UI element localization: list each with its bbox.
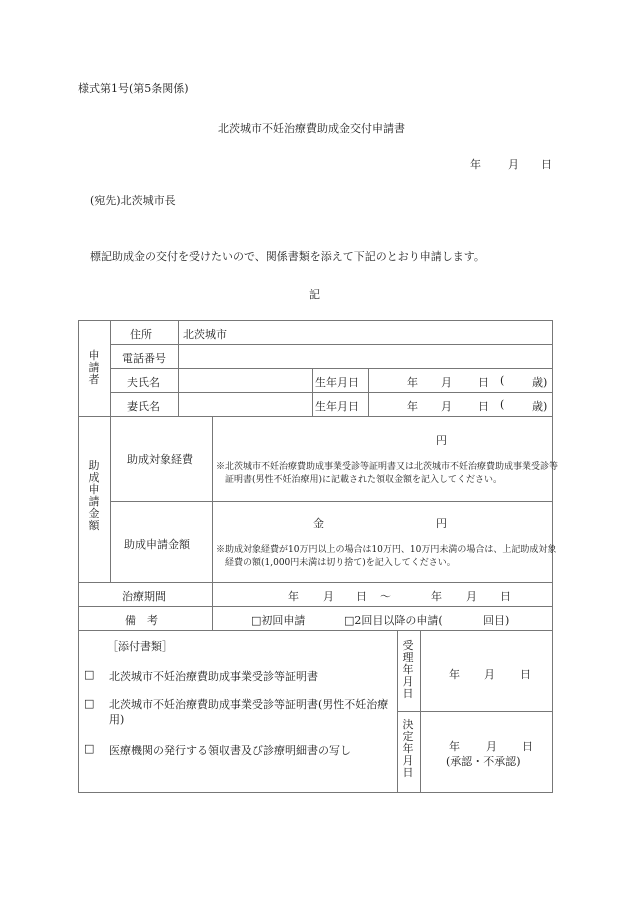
repeat-count-suffix: 回目): [483, 614, 510, 627]
decision-date-label: 決定年月日: [402, 718, 414, 779]
grant-amount-prefix: 金: [313, 517, 324, 530]
birth-year: 年: [407, 400, 418, 413]
address-label: 住所: [130, 328, 152, 341]
period-end-month: 月: [466, 590, 477, 603]
repeat-application-checkbox[interactable]: □2回目以降の申請(: [344, 614, 443, 627]
age-close: 歳): [532, 376, 548, 389]
target-expense-unit: 円: [436, 434, 447, 447]
received-month: 月: [484, 668, 495, 681]
decision-month: 月: [486, 740, 497, 753]
period-start-year: 年: [288, 590, 299, 603]
received-date-label: 受理年月日: [402, 639, 414, 700]
intro-text: 標記助成金の交付を受けたいので、関係書類を添えて下記のとおり申請します。: [90, 250, 485, 263]
wife-birthdate-label: 生年月日: [315, 400, 359, 413]
period-start-month: 月: [323, 590, 334, 603]
birth-day: 日: [478, 376, 489, 389]
remarks-label: 備 考: [125, 614, 158, 627]
husband-name-field[interactable]: [183, 374, 308, 388]
divider: [312, 368, 313, 416]
divider: [110, 320, 111, 582]
period-tilde: ～: [380, 590, 391, 603]
applicant-section-label: 申請者: [88, 349, 100, 386]
husband-name-label: 夫氏名: [127, 376, 160, 389]
table-border-top: [78, 320, 553, 321]
divider: [110, 392, 553, 393]
received-year: 年: [449, 668, 460, 681]
attachments-heading: ［添付書類］: [107, 640, 173, 653]
target-expense-label: 助成対象経費: [127, 453, 193, 466]
table-border-left: [78, 320, 79, 793]
attachment-text: 北茨城市不妊治療費助成事業受診等証明書(男性不妊治療用): [109, 698, 389, 726]
divider: [110, 344, 553, 345]
age-close: 歳): [532, 400, 548, 413]
grant-section-label: 助成申請金額: [88, 459, 100, 532]
grant-amount-unit: 円: [436, 517, 447, 530]
divider: [110, 501, 553, 502]
decision-day: 日: [522, 740, 533, 753]
date-year: 年: [470, 158, 481, 171]
birth-month: 月: [441, 376, 452, 389]
date-day: 日: [541, 158, 552, 171]
table-border-bottom: [78, 792, 553, 793]
form-number: 様式第1号(第5条関係): [78, 82, 189, 95]
divider: [368, 368, 369, 416]
ki-label: 記: [309, 288, 320, 301]
grant-amount-field[interactable]: [330, 508, 430, 528]
birth-day: 日: [478, 400, 489, 413]
age-open: (: [500, 398, 505, 411]
divider: [178, 320, 179, 416]
first-application-checkbox[interactable]: □初回申請: [251, 614, 306, 627]
received-day: 日: [520, 668, 531, 681]
divider: [110, 368, 553, 369]
address-field[interactable]: 北茨城市: [183, 328, 227, 341]
addressee: (宛先)北茨城市長: [90, 194, 176, 207]
phone-field[interactable]: [183, 350, 548, 364]
divider: [78, 582, 553, 583]
target-expense-note: ※北茨城市不妊治療費助成事業受診等証明書又は北茨城市不妊治療費助成事業受診等証明書(男性不妊治療用)に記載された領収金額を記入してください。: [216, 462, 559, 485]
period-end-day: 日: [500, 590, 511, 603]
grant-amount-note: ※助成対象経費が10万円以上の場合は10万円、10万円未満の場合は、上記助成対象経費の額(1,000円未満は切り捨て)を記入してください。: [216, 545, 557, 568]
divider: [78, 606, 553, 607]
attachment-checkbox[interactable]: □: [84, 668, 95, 681]
divider: [78, 630, 553, 631]
divider: [212, 416, 213, 630]
wife-name-label: 妻氏名: [127, 400, 160, 413]
age-open: (: [500, 374, 505, 387]
treatment-period-label: 治療期間: [122, 590, 166, 603]
attachment-text: 医療機関の発行する領収書及び診療明細書の写し: [109, 744, 351, 757]
attachment-text: 北茨城市不妊治療費助成事業受診等証明書: [109, 670, 318, 683]
birth-year: 年: [407, 376, 418, 389]
attachment-checkbox[interactable]: □: [84, 742, 95, 755]
period-end-year: 年: [431, 590, 442, 603]
husband-birthdate-label: 生年月日: [315, 376, 359, 389]
attachment-checkbox[interactable]: □: [84, 697, 95, 710]
approval-status: (承認・不承認): [446, 755, 521, 768]
divider: [78, 416, 553, 417]
target-expense-field[interactable]: [220, 420, 550, 456]
phone-label: 電話番号: [122, 352, 166, 365]
divider: [397, 711, 553, 712]
birth-month: 月: [441, 400, 452, 413]
decision-year: 年: [449, 740, 460, 753]
grant-amount-label: 助成申請金額: [124, 538, 190, 551]
wife-name-field[interactable]: [183, 398, 308, 412]
page-title: 北茨城市不妊治療費助成金交付申請書: [218, 122, 405, 135]
period-start-day: 日: [356, 590, 367, 603]
date-month: 月: [508, 158, 519, 171]
